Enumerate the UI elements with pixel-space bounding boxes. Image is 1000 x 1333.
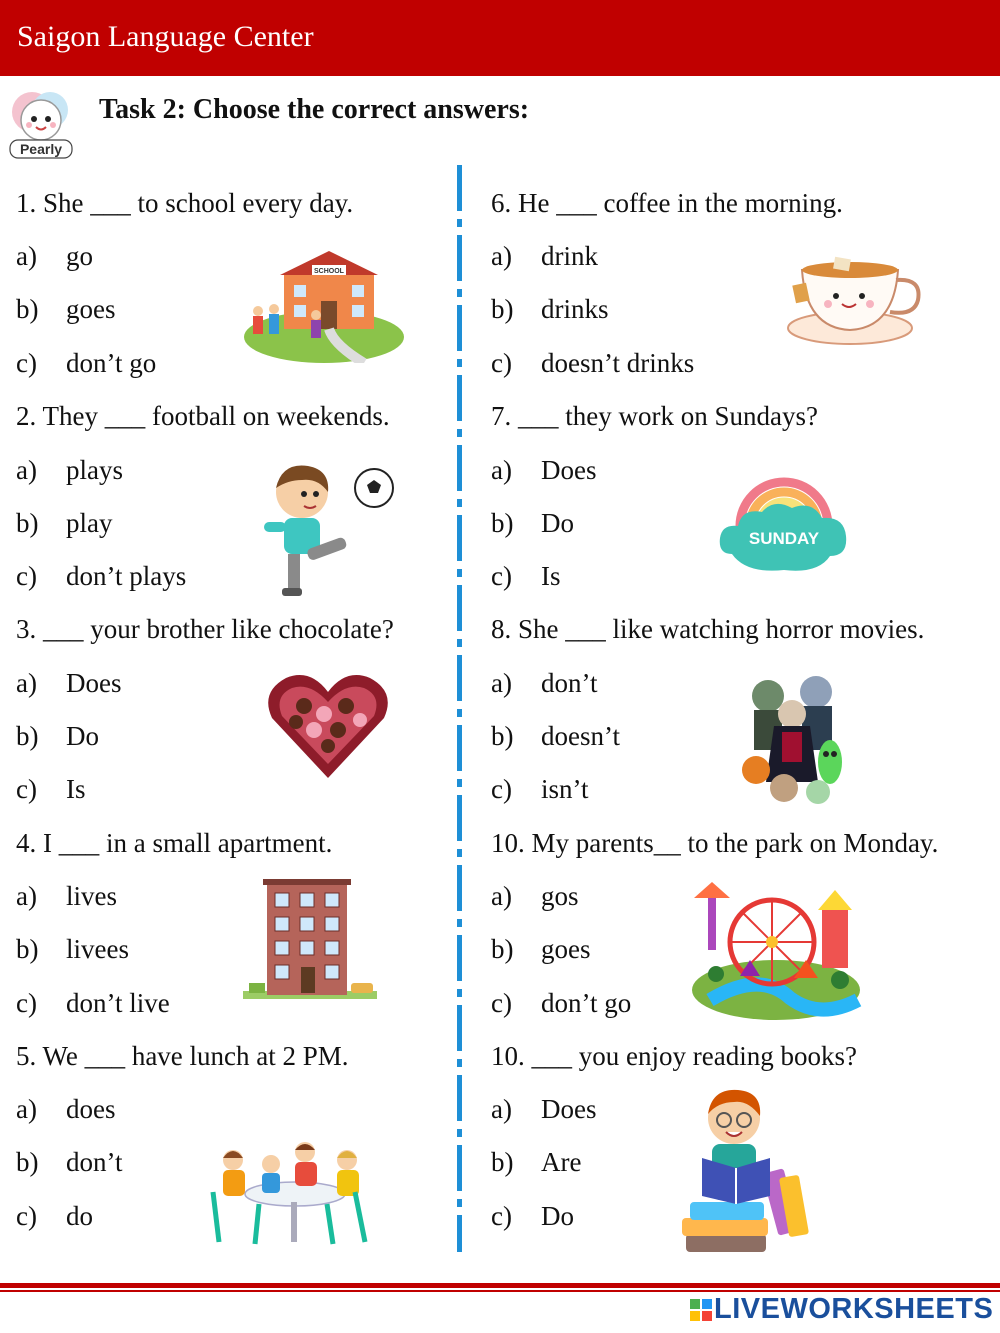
footer-rule-thin (0, 1290, 1000, 1292)
q7-option-c[interactable]: c) Is (491, 561, 561, 591)
lunch-table-icon (205, 1138, 377, 1250)
q1-option-b[interactable]: b) goes (16, 294, 116, 324)
q7-option-a[interactable]: a) Does (491, 455, 597, 485)
question-2: 2. They ___ football on weekends. (16, 401, 390, 431)
svg-text:SCHOOL: SCHOOL (314, 268, 344, 275)
q8-option-c[interactable]: c) isn’t (491, 774, 589, 804)
q9-option-a[interactable]: a) gos (491, 881, 579, 911)
apartment-icon (243, 879, 377, 1005)
column-divider (457, 165, 462, 1252)
question-9: 10. My parents__ to the park on Monday. (491, 828, 939, 858)
q2-option-c[interactable]: c) don’t plays (16, 561, 187, 591)
question-6: 6. He ___ coffee in the morning. (491, 188, 843, 218)
q6-option-a[interactable]: a) drink (491, 241, 598, 271)
q3-option-c[interactable]: c) Is (16, 774, 86, 804)
question-1: 1. She ___ to school every day. (16, 188, 354, 218)
footer-rule (0, 1283, 1000, 1288)
question-5: 5. We ___ have lunch at 2 PM. (16, 1041, 349, 1071)
q6-option-b[interactable]: b) drinks (491, 294, 609, 324)
q4-option-a[interactable]: a) lives (16, 881, 117, 911)
header-bar (0, 0, 1000, 76)
reading-boy-icon (676, 1084, 810, 1256)
q2-option-a[interactable]: a) plays (16, 455, 123, 485)
task-title: Task 2: Choose the correct answers: (99, 94, 530, 125)
q1-option-a[interactable]: a) go (16, 241, 93, 271)
question-7: 7. ___ they work on Sundays? (491, 401, 818, 431)
question-3: 3. ___ your brother like chocolate? (16, 614, 394, 644)
q1-option-c[interactable]: c) don’t go (16, 348, 157, 378)
chocolate-box-icon (264, 666, 392, 781)
q10-option-c[interactable]: c) Do (491, 1201, 574, 1231)
q8-option-b[interactable]: b) doesn’t (491, 721, 620, 751)
q4-option-b[interactable]: b) livees (16, 934, 129, 964)
q9-option-c[interactable]: c) don’t go (491, 988, 632, 1018)
amusement-park-icon (690, 880, 862, 1022)
football-boy-icon (252, 460, 397, 600)
liveworksheets-brand[interactable] (690, 1293, 993, 1326)
sunday-text: SUNDAY (748, 529, 820, 548)
q4-option-c[interactable]: c) don’t live (16, 988, 170, 1018)
tea-cup-icon (784, 250, 926, 346)
q10-option-b[interactable]: b) Are (491, 1147, 582, 1177)
question-10: 10. ___ you enjoy reading books? (491, 1041, 857, 1071)
q5-option-b[interactable]: b) don’t (16, 1147, 123, 1177)
q9-option-b[interactable]: b) goes (491, 934, 591, 964)
q5-option-c[interactable]: c) do (16, 1201, 93, 1231)
question-8: 8. She ___ like watching horror movies. (491, 614, 925, 644)
monsters-icon (738, 670, 850, 810)
school-icon (244, 245, 404, 363)
q2-option-b[interactable]: b) play (16, 508, 113, 538)
logo-text: Pearly (19, 141, 63, 157)
liveworksheets-logo-icon (690, 1299, 712, 1321)
q5-option-a[interactable]: a) does (16, 1094, 116, 1124)
brand-text: LIVEWORKSHEETS (714, 1293, 994, 1325)
question-4: 4. I ___ in a small apartment. (16, 828, 333, 858)
q3-option-b[interactable]: b) Do (16, 721, 99, 751)
pearly-logo-icon (4, 86, 78, 160)
q6-option-c[interactable]: c) doesn’t drinks (491, 348, 695, 378)
q3-option-a[interactable]: a) Does (16, 668, 122, 698)
q7-option-b[interactable]: b) Do (491, 508, 574, 538)
q8-option-a[interactable]: a) don’t (491, 668, 598, 698)
center-title: Saigon Language Center (17, 20, 314, 53)
q10-option-a[interactable]: a) Does (491, 1094, 597, 1124)
sunday-cloud-icon (718, 466, 850, 576)
